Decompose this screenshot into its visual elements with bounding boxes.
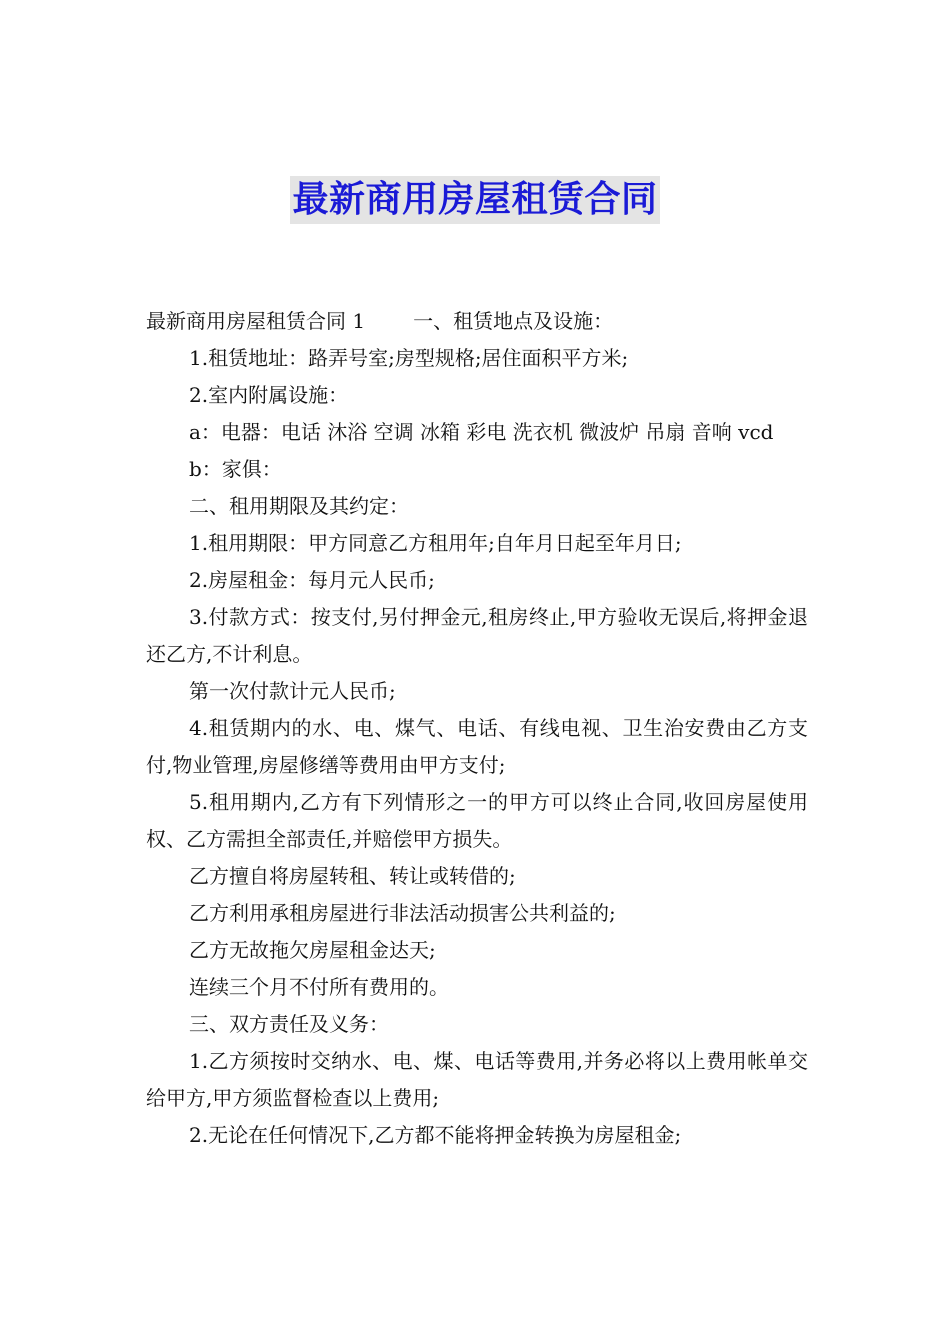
paragraph-rental-address: 1.租赁地址：路弄号室;房型规格;居住面积平方米; bbox=[189, 346, 629, 370]
paragraph-illegal-use: 乙方利用承租房屋进行非法活动损害公共利益的; bbox=[189, 901, 616, 925]
section-heading-1: 一、租赁地点及设施： bbox=[413, 309, 614, 333]
paragraph-arrears: 乙方无故拖欠房屋租金达天; bbox=[189, 938, 436, 962]
paragraph-rent: 2.房屋租金：每月元人民币; bbox=[189, 568, 435, 592]
document-title: 最新商用房屋租赁合同 bbox=[290, 176, 659, 224]
paragraph-deposit: 2.无论在任何情况下,乙方都不能将押金转换为房屋租金; bbox=[189, 1123, 682, 1147]
intro-heading: 最新商用房屋租赁合同 1 bbox=[146, 309, 366, 333]
section-heading-2: 二、租用期限及其约定： bbox=[189, 494, 409, 518]
paragraph-furniture: b：家俱： bbox=[189, 457, 282, 481]
paragraph-rental-term: 1.租用期限：甲方同意乙方租用年;自年月日起至年月日; bbox=[189, 531, 682, 555]
document-body bbox=[146, 303, 808, 1154]
paragraph-utility-bills: 1.乙方须按时交纳水、电、煤、电话等费用,并务必将以上费用帐单交给甲方,甲方须监督检查以上费用; bbox=[146, 1049, 808, 1110]
paragraph-fees: 4.租赁期内的水、电、煤气、电话、有线电视、卫生治安费由乙方支付,物业管理,房屋修缮等费用由甲方支付; bbox=[146, 716, 808, 777]
intro-paragraph bbox=[146, 303, 808, 340]
paragraph-unpaid-fees: 连续三个月不付所有费用的。 bbox=[189, 975, 449, 999]
paragraph-facilities: 2.室内附属设施： bbox=[189, 383, 349, 407]
title-wrapper bbox=[0, 176, 950, 224]
paragraph-payment-method: 3.付款方式：按支付,另付押金元,租房终止,甲方验收无误后,将押金退还乙方,不计利息。 bbox=[146, 605, 808, 666]
paragraph-termination: 5.租用期内,乙方有下列情形之一的甲方可以终止合同,收回房屋使用权、乙方需担全部责任,并赔偿甲方损失。 bbox=[146, 790, 808, 851]
paragraph-sublet: 乙方擅自将房屋转租、转让或转借的; bbox=[189, 864, 516, 888]
section-heading-3: 三、双方责任及义务： bbox=[189, 1012, 389, 1036]
paragraph-first-payment: 第一次付款计元人民币; bbox=[189, 679, 396, 703]
paragraph-appliances: a：电器：电话 沐浴 空调 冰箱 彩电 洗衣机 微波炉 吊扇 音响 vcd bbox=[189, 420, 774, 444]
